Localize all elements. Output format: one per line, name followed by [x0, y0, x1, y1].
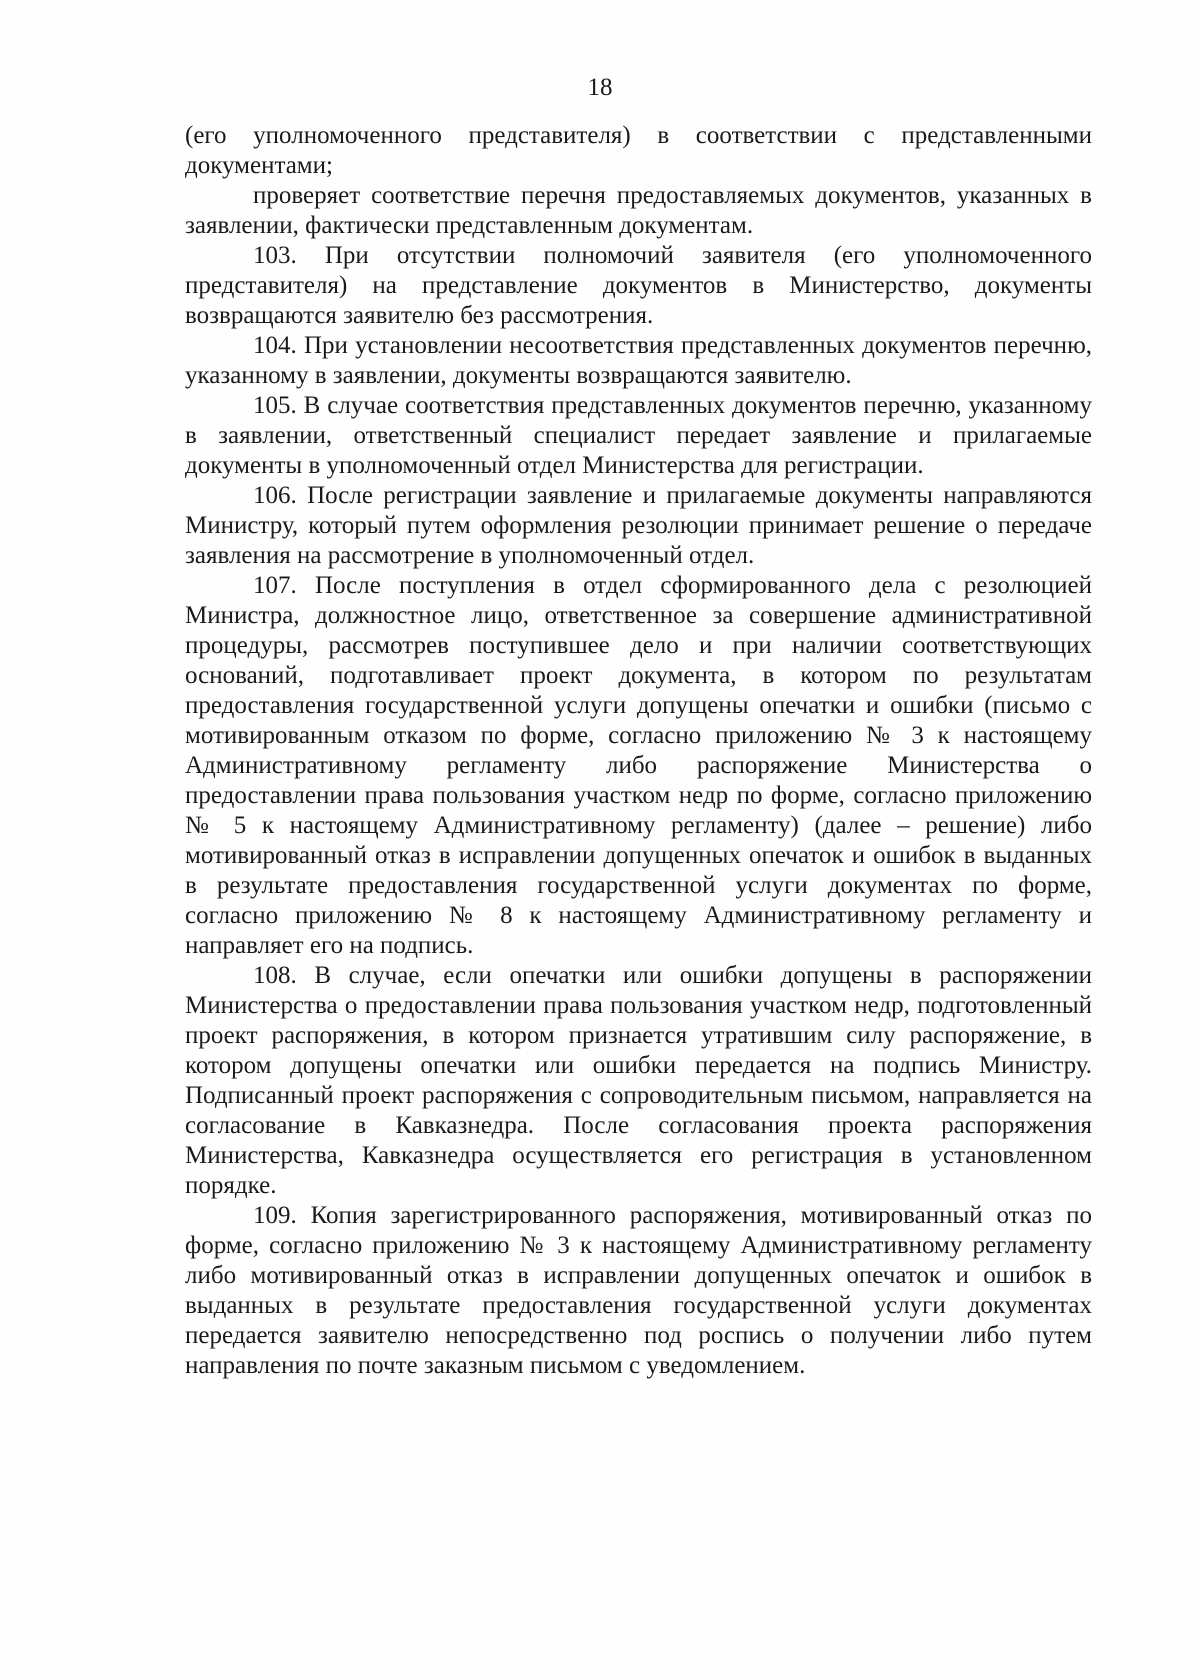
page-number: 18 [587, 74, 613, 101]
paragraph: 105. В случае соответствия представленных документов перечню, указанному в заявлении, ответственный специалист передает заявление и прилагаемые документы в уполномоченный отдел Министерства для регистрации. [185, 392, 1092, 479]
paragraph: 107. После поступления в отдел сформированного дела с резолюцией Министра, должностное лицо, ответственное за совершение административной процедуры, рассмотрев поступившее дело и при наличии соответствующих оснований, подготавливает проект документа, в котором по результатам предоставления государственной услуги допущены опечатки и ошибки (письмо с мотивированным отказом по форме, согласно приложению № 3 к настоящему Административному регламенту либо распоряжение Министерства о предоставлении права пользования участком недр по форме, согласно приложению № 5 к настоящему Административному регламенту) (далее – решение) либо мотивированный отказ в исправлении допущенных опечаток и ошибок в выданных в результате предоставления государственной услуги документах по форме, согласно приложению № 8 к настоящему Административному регламенту и направляет его на подпись. [185, 572, 1092, 959]
paragraph: (его уполномоченного представителя) в соответствии с представленными документами; [185, 122, 1092, 179]
paragraph: 103. При отсутствии полномочий заявителя (его уполномоченного представителя) на представление документов в Министерство, документы возвращаются заявителю без рассмотрения. [185, 242, 1092, 329]
paragraph: 106. После регистрации заявление и прилагаемые документы направляются Министру, который путем оформления резолюции принимает решение о передаче заявления на рассмотрение в уполномоченный отдел. [185, 482, 1092, 569]
paragraph: 104. При установлении несоответствия представленных документов перечню, указанному в заявлении, документы возвращаются заявителю. [185, 332, 1092, 389]
document-body [185, 121, 1092, 1381]
paragraph: 108. В случае, если опечатки или ошибки допущены в распоряжении Министерства о предоставлении права пользования участком недр, подготовленный проект распоряжения, в котором признается утратившим силу распоряжение, в котором допущены опечатки или ошибки передается на подпись Министру. Подписанный проект распоряжения с сопроводительным письмом, направляется на согласование в Кавказнедра. После согласования проекта распоряжения Министерства, Кавказнедра осуществляется его регистрация в установленном порядке. [185, 962, 1092, 1199]
paragraph: 109. Копия зарегистрированного распоряжения, мотивированный отказ по форме, согласно приложению № 3 к настоящему Административному регламенту либо мотивированный отказ в исправлении допущенных опечаток и ошибок в выданных в результате предоставления государственной услуги документах передается заявителю непосредственно под роспись о получении либо путем направления по почте заказным письмом с уведомлением. [185, 1202, 1092, 1379]
paragraph: проверяет соответствие перечня предоставляемых документов, указанных в заявлении, фактически представленным документам. [185, 182, 1092, 239]
